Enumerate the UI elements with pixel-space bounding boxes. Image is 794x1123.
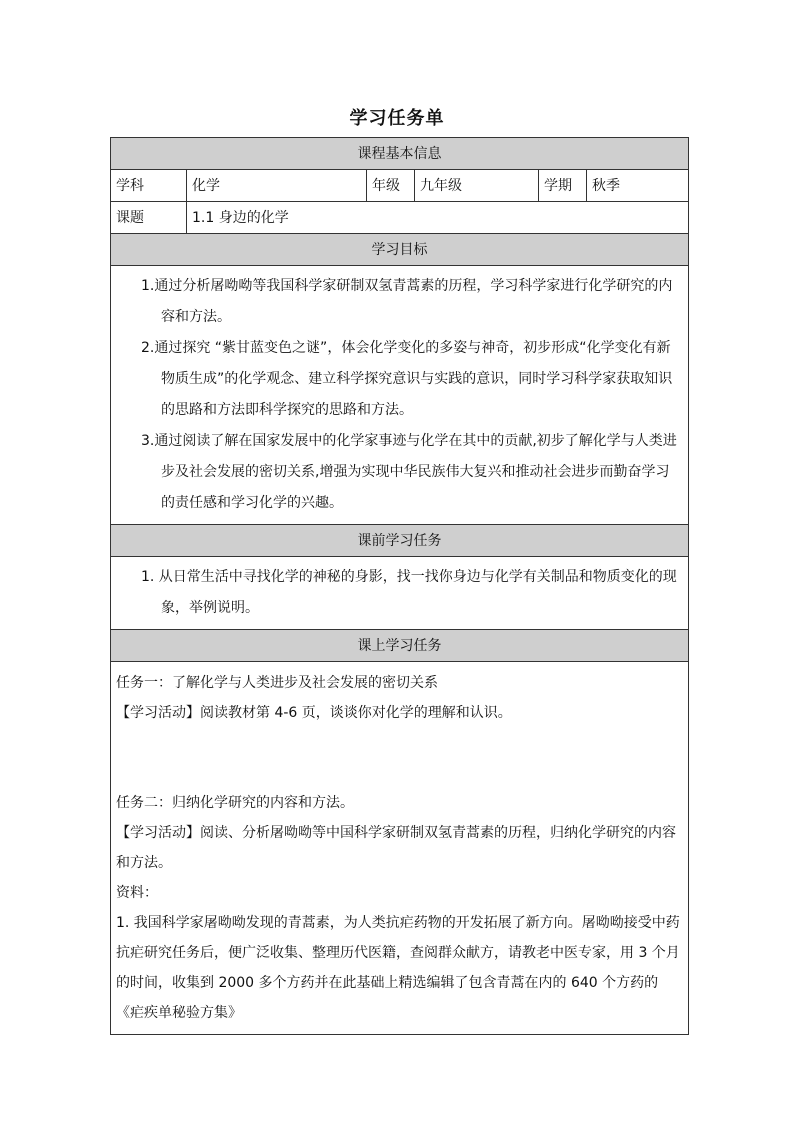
subject-label: 学科 (111, 170, 187, 202)
task-two-title: 任务二：归纳化学研究的内容和方法。 (116, 795, 354, 811)
material-paragraph: 1. 我国科学家屠呦呦发现的青蒿素，为人类抗疟药物的开发拓展了新方向。屠呦呦接受中药抗疟研究任务后，便广泛收集、整理历代医籍，查阅群众献方，请教老中医专家，用 3 个月的时间，收集到 2000 多个方药并在此基础上精选编辑了包含青蒿在内的 640 个方药的《疟疾单秘验方集》 (116, 915, 680, 1021)
section-header-in-class: 课上学习任务 (111, 630, 689, 662)
pre-class-item: 1. 从日常生活中寻找化学的神秘的身影，找一找你身边与化学有关制品和物质变化的现象，举例说明。 (141, 569, 677, 616)
answer-space (116, 728, 683, 788)
term-label: 学期 (539, 170, 587, 202)
objective-item: 3.通过阅读了解在国家发展中的化学家事迹与化学在其中的贡献,初步了解化学与人类进步及社会发展的密切关系,增强为实现中华民族伟大复兴和推动社会进步而勤奋学习的责任感和学习化学的兴趣。 (141, 433, 677, 511)
objective-item: 2.通过探究 “紫甘蓝变色之谜”，体会化学变化的多姿与神奇，初步形成“化学变化有新物质生成”的化学观念、建立科学探究意识与实践的意识，同时学习科学家获取知识的思路和方法即科学探究的思路和方法。 (141, 340, 673, 418)
in-class-body (111, 662, 689, 1035)
objectives-list (111, 266, 689, 525)
page-title: 学习任务单 (349, 108, 445, 129)
section-header-objectives: 学习目标 (111, 234, 689, 266)
term-value: 秋季 (587, 170, 689, 202)
subject-value: 化学 (187, 170, 367, 202)
activity-one: 【学习活动】阅读教材第 4-6 页，谈谈你对化学的理解和认识。 (116, 705, 512, 721)
section-header-basic-info: 课程基本信息 (111, 138, 689, 170)
activity-two: 【学习活动】阅读、分析屠呦呦等中国科学家研制双氢青蒿素的历程，归纳化学研究的内容和方法。 (116, 825, 676, 871)
pre-class-list (111, 557, 689, 630)
topic-value: 1.1 身边的化学 (187, 202, 689, 234)
topic-label: 课题 (111, 202, 187, 234)
section-header-pre-class: 课前学习任务 (111, 525, 689, 557)
material-label: 资料： (116, 885, 158, 901)
objective-item: 1.通过分析屠呦呦等我国科学家研制双氢青蒿素的历程，学习科学家进行化学研究的内容和方法。 (141, 278, 673, 325)
grade-label: 年级 (367, 170, 415, 202)
grade-value: 九年级 (415, 170, 539, 202)
task-sheet-table (110, 137, 689, 1035)
task-one-title: 任务一：了解化学与人类进步及社会发展的密切关系 (116, 675, 438, 691)
